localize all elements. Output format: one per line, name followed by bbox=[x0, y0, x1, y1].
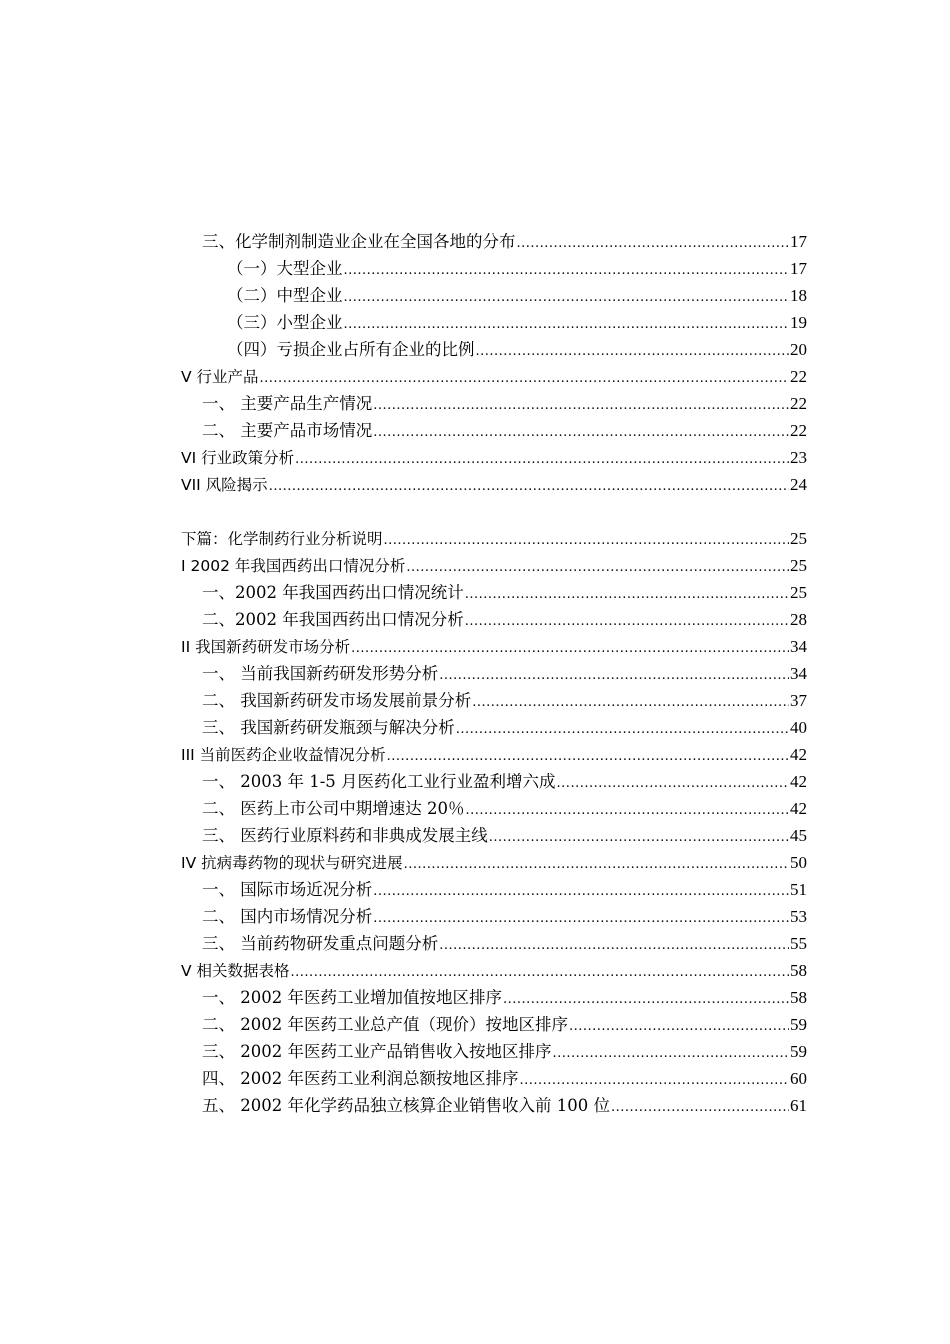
toc-entry-title: 二、2002 年我国西药出口情况分析 bbox=[202, 610, 464, 629]
toc-entry[interactable] bbox=[181, 525, 807, 552]
toc-dot-leader bbox=[373, 392, 789, 419]
toc-entry[interactable] bbox=[181, 309, 807, 336]
toc-entry-page-number: 55 bbox=[790, 934, 807, 953]
toc-entry[interactable] bbox=[181, 579, 807, 606]
toc-entry-page-number: 22 bbox=[790, 394, 807, 413]
toc-entry[interactable] bbox=[181, 795, 807, 822]
toc-entry-page-number: 50 bbox=[790, 853, 807, 872]
toc-dot-leader bbox=[404, 851, 789, 878]
toc-dot-leader bbox=[439, 662, 789, 689]
toc-dot-leader bbox=[344, 257, 790, 284]
toc-entry[interactable] bbox=[181, 1038, 807, 1065]
toc-entry-title: 二、 医药上市公司中期增速达 20％ bbox=[202, 799, 465, 818]
toc-dot-leader bbox=[260, 365, 789, 392]
toc-entry-page-number: 42 bbox=[790, 772, 807, 791]
toc-entry[interactable] bbox=[181, 363, 807, 390]
toc-entry-page-number: 40 bbox=[790, 718, 807, 737]
toc-entry[interactable] bbox=[181, 417, 807, 444]
toc-dot-leader bbox=[406, 554, 789, 581]
toc-dot-leader bbox=[373, 878, 789, 905]
toc-dot-leader bbox=[517, 230, 790, 257]
toc-entry[interactable] bbox=[181, 876, 807, 903]
toc-dot-leader bbox=[344, 311, 790, 338]
toc-entry-page-number: 34 bbox=[790, 664, 807, 683]
toc-entry-title: 下篇：化学制药行业分析说明 bbox=[181, 530, 383, 548]
toc-entry-title: 一、 2002 年医药工业增加值按地区排序 bbox=[202, 988, 502, 1007]
toc-entry-title: 二、 2002 年医药工业总产值（现价）按地区排序 bbox=[202, 1015, 568, 1034]
toc-entry-title: IV 抗病毒药物的现状与研究进展 bbox=[181, 854, 403, 872]
toc-entry[interactable] bbox=[181, 660, 807, 687]
toc-dot-leader bbox=[373, 419, 789, 446]
toc-entry-page-number: 59 bbox=[790, 1015, 807, 1034]
toc-dot-leader bbox=[295, 446, 789, 473]
toc-entry[interactable] bbox=[181, 552, 807, 579]
toc-entry-page-number: 22 bbox=[790, 421, 807, 440]
toc-entry[interactable] bbox=[181, 984, 807, 1011]
toc-entry-page-number: 18 bbox=[790, 286, 807, 305]
toc-entry-page-number: 17 bbox=[790, 259, 807, 278]
toc-entry[interactable] bbox=[181, 1092, 807, 1119]
toc-entry[interactable] bbox=[181, 444, 807, 471]
toc-entry-page-number: 42 bbox=[790, 745, 807, 764]
toc-dot-leader bbox=[552, 1040, 789, 1067]
toc-entry[interactable] bbox=[181, 1065, 807, 1092]
toc-entry-title: 一、 国际市场近况分析 bbox=[202, 880, 373, 899]
toc-dot-leader bbox=[611, 1094, 789, 1121]
toc-entry-page-number: 17 bbox=[790, 232, 807, 251]
toc-entry[interactable] bbox=[181, 228, 807, 255]
toc-entry-page-number: 25 bbox=[790, 556, 807, 575]
toc-dot-leader bbox=[489, 824, 789, 851]
toc-dot-leader bbox=[373, 905, 789, 932]
toc-entry-title: V 行业产品 bbox=[181, 368, 259, 386]
toc-entry-title: V 相关数据表格 bbox=[181, 962, 290, 980]
toc-entry-title: 三、 医药行业原料药和非典成发展主线 bbox=[202, 826, 488, 845]
toc-entry[interactable] bbox=[181, 822, 807, 849]
toc-entry-page-number: 58 bbox=[790, 988, 807, 1007]
toc-entry[interactable] bbox=[181, 390, 807, 417]
toc-dot-leader bbox=[465, 608, 789, 635]
toc-entry-title: 二、 国内市场情况分析 bbox=[202, 907, 373, 926]
toc-entry-title: 一、 2003 年 1-5 月医药化工业行业盈利增六成 bbox=[202, 772, 556, 791]
toc-entry-page-number: 24 bbox=[790, 475, 807, 494]
toc-entry[interactable] bbox=[181, 282, 807, 309]
toc-dot-leader bbox=[557, 770, 789, 797]
toc-entry-page-number: 25 bbox=[790, 529, 807, 548]
toc-entry-title: 三、化学制剂制造业企业在全国各地的分布 bbox=[202, 232, 516, 251]
toc-dot-leader bbox=[466, 797, 790, 824]
toc-dot-leader bbox=[351, 635, 789, 662]
toc-entry[interactable] bbox=[181, 1011, 807, 1038]
toc-entry[interactable] bbox=[181, 849, 807, 876]
toc-entry[interactable] bbox=[181, 255, 807, 282]
toc-entry[interactable] bbox=[181, 957, 807, 984]
toc-entry[interactable] bbox=[181, 606, 807, 633]
toc-dot-leader bbox=[384, 527, 789, 554]
toc-entry-title: 三、 2002 年医药工业产品销售收入按地区排序 bbox=[202, 1042, 552, 1061]
toc-entry-title: I 2002 年我国西药出口情况分析 bbox=[181, 557, 406, 575]
toc-entry-page-number: 19 bbox=[790, 313, 807, 332]
toc-entry-title: II 我国新药研发市场分析 bbox=[181, 638, 351, 656]
toc-dot-leader bbox=[472, 689, 789, 716]
toc-entry-title: 一、 当前我国新药研发形势分析 bbox=[202, 664, 439, 683]
toc-entry-page-number: 28 bbox=[790, 610, 807, 629]
toc-entry-page-number: 23 bbox=[790, 448, 807, 467]
toc-entry-page-number: 51 bbox=[790, 880, 807, 899]
toc-entry-title: （二）中型企业 bbox=[227, 286, 343, 305]
toc-entry-page-number: 59 bbox=[790, 1042, 807, 1061]
toc-dot-leader bbox=[569, 1013, 789, 1040]
toc-entry[interactable] bbox=[181, 903, 807, 930]
toc-entry[interactable] bbox=[181, 633, 807, 660]
toc-dot-leader bbox=[291, 959, 789, 986]
toc-entry[interactable] bbox=[181, 471, 807, 498]
toc-entry[interactable] bbox=[181, 741, 807, 768]
toc-dot-leader bbox=[387, 743, 789, 770]
toc-entry-page-number: 60 bbox=[790, 1069, 807, 1088]
toc-entry-title: （一）大型企业 bbox=[227, 259, 343, 278]
toc-entry-title: VII 风险揭示 bbox=[181, 476, 268, 494]
toc-entry-title: 一、2002 年我国西药出口情况统计 bbox=[202, 583, 464, 602]
toc-entry-page-number: 58 bbox=[790, 961, 807, 980]
toc-entry[interactable] bbox=[181, 930, 807, 957]
toc-entry-title: 五、 2002 年化学药品独立核算企业销售收入前 100 位 bbox=[202, 1096, 610, 1115]
toc-dot-leader bbox=[519, 1067, 789, 1094]
toc-entry[interactable] bbox=[181, 714, 807, 741]
toc-dot-leader bbox=[465, 581, 789, 608]
toc-entry-title: VI 行业政策分析 bbox=[181, 449, 295, 467]
toc-entry-title: 一、 主要产品生产情况 bbox=[202, 394, 373, 413]
toc-entry-title: 三、 当前药物研发重点问题分析 bbox=[202, 934, 439, 953]
toc-entry-page-number: 22 bbox=[790, 367, 807, 386]
toc-dot-leader bbox=[439, 932, 789, 959]
toc-entry-page-number: 37 bbox=[790, 691, 807, 710]
toc-dot-leader bbox=[456, 716, 789, 743]
toc-entry-title: 四、 2002 年医药工业利润总额按地区排序 bbox=[202, 1069, 519, 1088]
toc-entry-title: III 当前医药企业收益情况分析 bbox=[181, 746, 386, 764]
table-of-contents bbox=[181, 228, 807, 1119]
toc-entry[interactable] bbox=[181, 768, 807, 795]
toc-entry-title: 二、 主要产品市场情况 bbox=[202, 421, 373, 440]
toc-entry-title: 二、 我国新药研发市场发展前景分析 bbox=[202, 691, 472, 710]
toc-dot-leader bbox=[269, 473, 789, 500]
toc-entry-page-number: 45 bbox=[790, 826, 807, 845]
toc-entry-page-number: 42 bbox=[790, 799, 807, 818]
toc-dot-leader bbox=[344, 284, 790, 311]
toc-entry-page-number: 53 bbox=[790, 907, 807, 926]
toc-entry[interactable] bbox=[181, 687, 807, 714]
toc-entry-title: 三、 我国新药研发瓶颈与解决分析 bbox=[202, 718, 455, 737]
toc-entry[interactable] bbox=[181, 336, 807, 363]
toc-entry-page-number: 20 bbox=[790, 340, 807, 359]
toc-entry-page-number: 34 bbox=[790, 637, 807, 656]
toc-entry-title: （四）亏损企业占所有企业的比例 bbox=[227, 340, 475, 359]
toc-entry-page-number: 25 bbox=[790, 583, 807, 602]
toc-entry-title: （三）小型企业 bbox=[227, 313, 343, 332]
toc-dot-leader bbox=[503, 986, 789, 1013]
toc-dot-leader bbox=[476, 338, 790, 365]
toc-entry-page-number: 61 bbox=[790, 1096, 807, 1115]
